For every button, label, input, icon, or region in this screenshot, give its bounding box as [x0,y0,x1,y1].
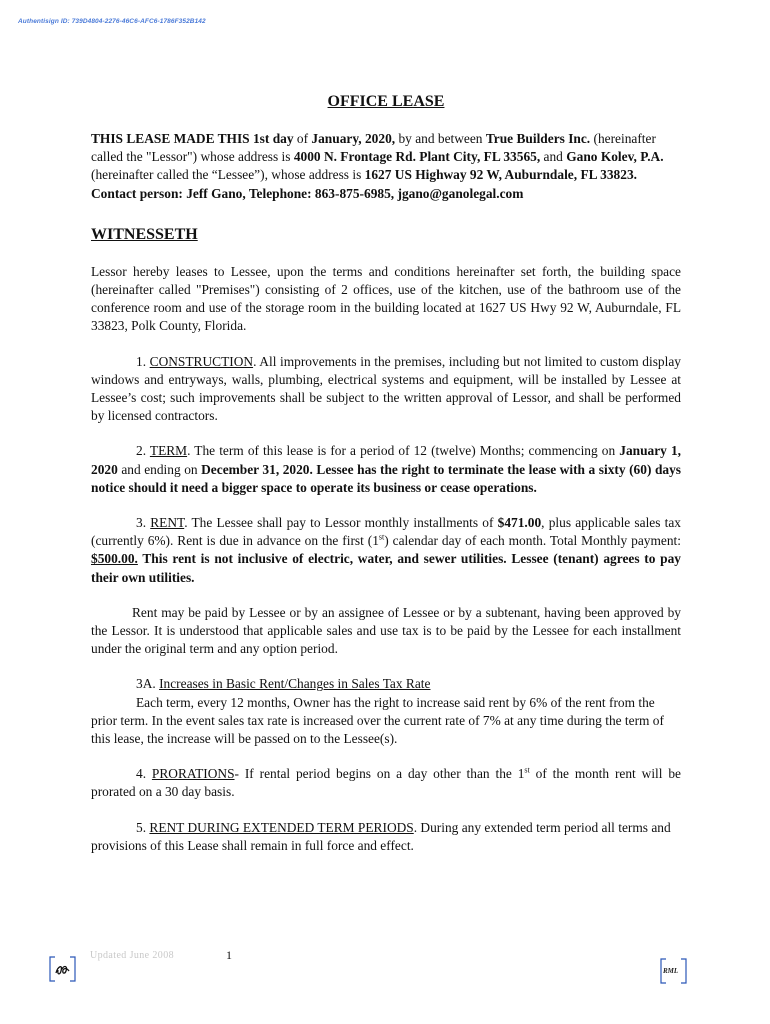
section-term: 2. TERM. The term of this lease is for a period of 12 (twelve) Months; commencing on January 1, 2020 and ending on December 31, 2020. Lessee has the right to terminate the lease with a sixty (60) days notice should it need a bigger space to operate its business or cease operations. [91,443,681,495]
rent-payment-paragraph: Rent may be paid by Lessee or by an assignee of Lessee or by a subtenant, having been approved by the Lessor. It is understood that applicable sales and use tax is to be paid by the Lessee for each installment under the original term and any option period. [91,604,681,657]
section-heading: RENT DURING EXTENDED TERM PERIODS [149,819,414,835]
section-extended-term: 5. RENT DURING EXTENDED TERM PERIODS. During any extended term period all terms and provisions of this Lease shall remain in full force and effect. [91,819,671,853]
intro-paragraph: THIS LEASE MADE THIS 1st day of January, 2020, by and between True Builders Inc. (hereinafter called the "Lessor") whose address is 4000 N. Frontage Rd. Plant City, FL 33565, and Gano Kolev, P.A. (hereinafter called the “Lessee”), whose address is 1627 US Highway 92 W, Auburndale, FL 33823. Contact person: Jeff Gano, Telephone: 863-875-6985, jgano@ganolegal.com [91,131,664,201]
initials-signature-icon [49,956,76,982]
document-page [91,92,681,855]
footer-updated: Updated June 2008 [90,950,175,961]
section-rent-increases: 3A. Increases in Basic Rent/Changes in Sales Tax Rate [136,676,431,692]
section-heading: TERM [149,443,188,459]
page-title: OFFICE LEASE [327,93,445,110]
section-construction: 1. CONSTRUCTION. All improvements in the premises, including but not limited to custom display windows and entryways, walls, plumbing, electrical systems and equipment, will be installed by Lessee at Lessee’s cost; such improvements shall be subject to the written approval of Lessor, and shall be performed by licensed contractors. [91,353,681,424]
section-heading: RENT [150,515,185,531]
initials-box-left[interactable] [49,956,76,982]
envelope-id: Authentisign ID: 739D4804-2276-46C6-AFC6-1786F352B142 [18,18,206,25]
section-heading: PRORATIONS [151,766,235,782]
initials-box-right[interactable] [660,958,687,984]
page-number: 1 [226,948,232,962]
witnesseth-heading: WITNESSETH [91,225,198,243]
initials-right-text: RML [663,967,679,975]
section-prorations: 4. PRORATIONS- If rental period begins on a day other than the 1st of the month rent will be prorated on a 30 day basis. [91,765,681,800]
witnesseth-paragraph: Lessor hereby leases to Lessee, upon the terms and conditions hereinafter set forth, the building space (hereinafter called "Premises") consisting of 2 offices, use of the kitchen, use of the bathroom use of the conference room and use of the storage room in the building located at 1627 US Hwy 92 W, Auburndale, FL 33823, Polk County, Florida. [91,263,681,334]
section-rent: 3. RENT. The Lessee shall pay to Lessor monthly installments of $471.00, plus applicable sales tax (currently 6%). Rent is due in advance on the first (1st) calendar day of each month. Total Monthly payment: $500.00. This rent is not inclusive of electric, water, and sewer utilities. Lessee (tenant) agrees to pay their own utilities. [91,515,681,585]
section-heading: CONSTRUCTION [149,353,254,369]
section-rent-increases-text: Each term, every 12 months, Owner has the right to increase said rent by 6% of the rent from the prior term. In the event sales tax rate is increased over the current rate of 7% at any time during the term of this lease, the increase will be passed on to the Lessee(s). [91,694,664,747]
section-heading: Increases in Basic Rent/Changes in Sales Tax Rate [159,676,431,692]
